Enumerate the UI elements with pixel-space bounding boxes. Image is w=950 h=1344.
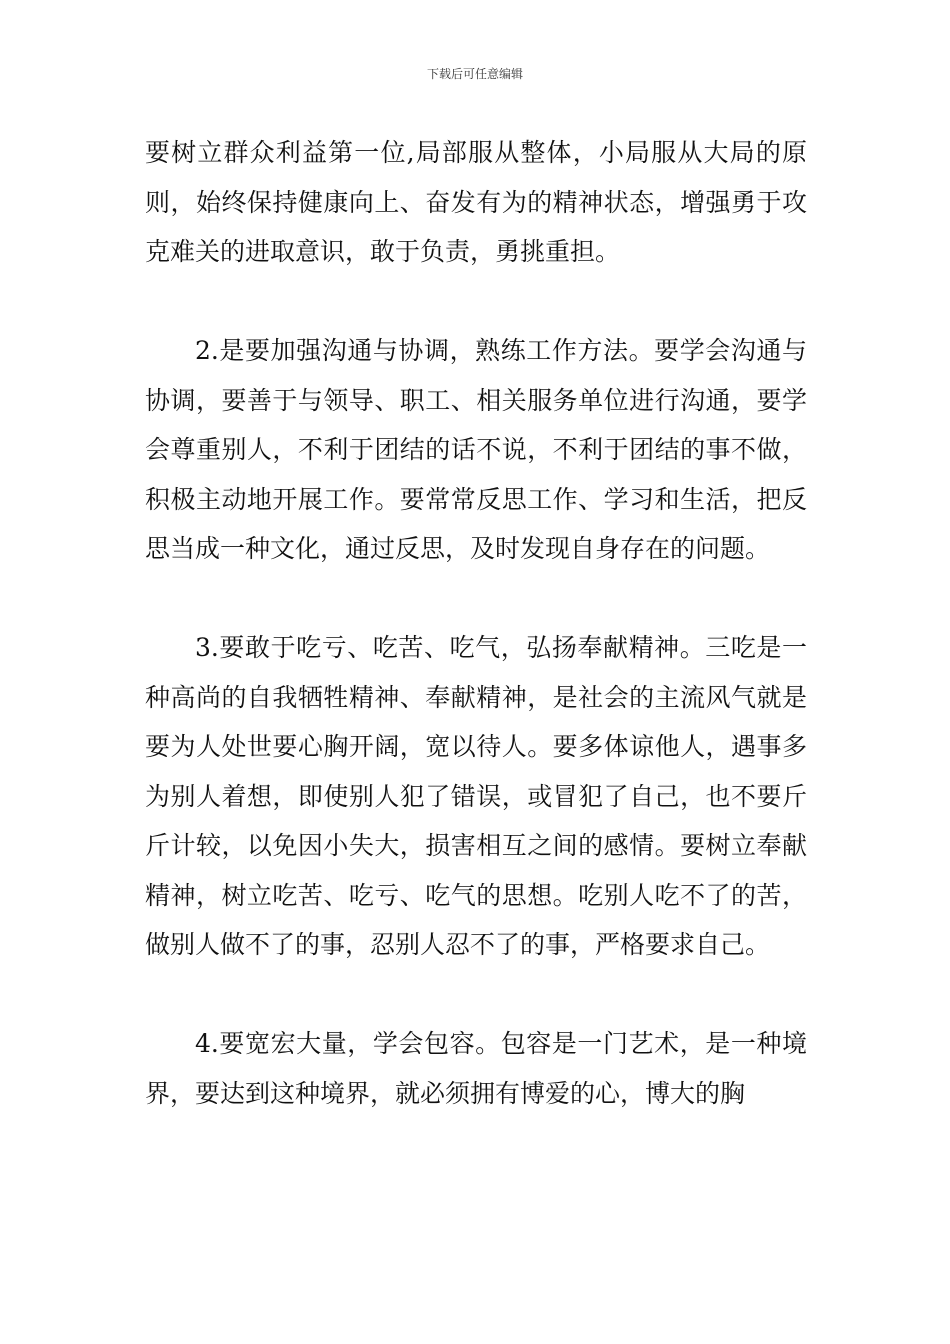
page-header: 下载后可任意编辑 <box>426 67 523 81</box>
paragraph-spacer <box>145 574 807 624</box>
paragraph-spacer <box>145 277 807 327</box>
paragraph-2: 2.是要加强沟通与协调，熟练工作方法。要学会沟通与协调，要善于与领导、职工、相关服务单位进行沟通，要学会尊重别人，不利于团结的话不说，不利于团结的事不做，积极主动地开展工作。要常常反思工作、学习和生活，把反思当成一种文化，通过反思，及时发现自身存在的问题。 <box>145 336 807 563</box>
paragraph-1: 要树立群众利益第一位,局部服从整体，小局服从大局的原则，始终保持健康向上、奋发有为的精神状态，增强勇于攻克难关的进取意识，敢于负责，勇挑重担。 <box>145 138 807 266</box>
paragraph-3: 3.要敢于吃亏、吃苦、吃气，弘扬奉献精神。三吃是一种高尚的自我牺牲精神、奉献精神，是社会的主流风气就是要为人处世要心胸开阔，宽以待人。要多体谅他人，遇事多为别人着想，即使别人犯了错误，或冒犯了自己，也不要斤斤计较，以免因小失大，损害相互之间的感情。要树立奉献精神，树立吃苦、吃亏、吃气的思想。吃别人吃不了的苦，做别人做不了的事，忍别人忍不了的事，严格要求自己。 <box>145 633 807 959</box>
document-body <box>145 128 807 1118</box>
paragraph-4: 4.要宽宏大量，学会包容。包容是一门艺术，是一种境界，要达到这种境界，就必须拥有博爱的心，博大的胸 <box>145 1029 807 1108</box>
paragraph-spacer <box>145 970 807 1020</box>
